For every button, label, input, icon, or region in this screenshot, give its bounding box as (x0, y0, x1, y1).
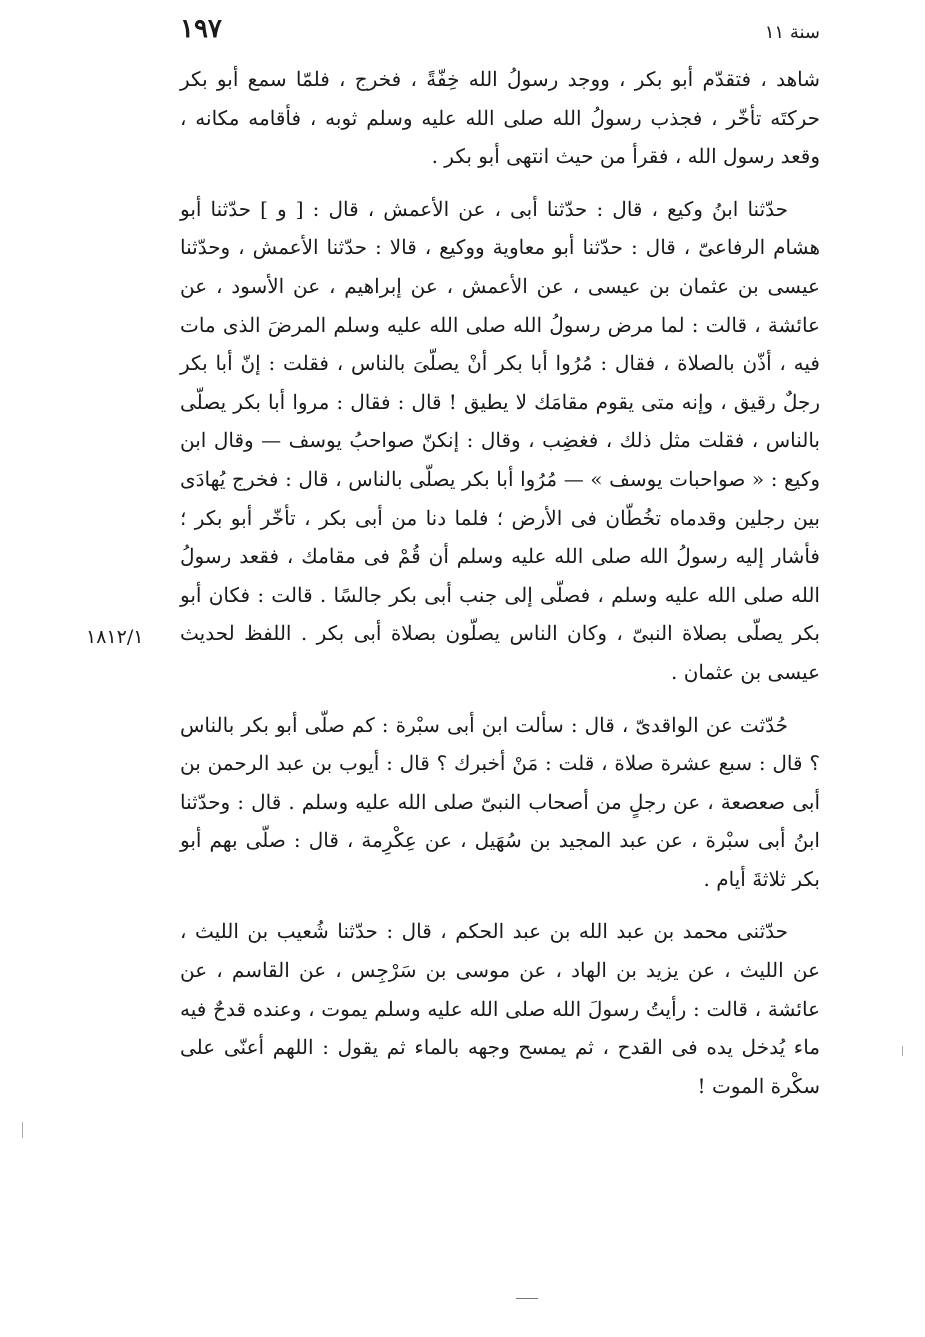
paragraph-2: حدّثنا ابنُ وكيع ، قال : حدّثنا أبى ، عن الأعمش ، قال : [ و ] حدّثنا أبو هشام الرفاعىّ ، قال : حدّثنا أبو معاوية ووكيع ، قالا : حدّثنا الأعمش ، وحدّثنا عيسى بن عثمان بن عيسى ، عن الأعمش ، عن إبراهيم ، عن الأسود ، عن عائشة ، قالت : لما مرض رسولُ الله صلى الله عليه وسلم المرضَ الذى مات فيه ، أذّن بالصلاة ، فقال : مُرُوا أبا بكر أنْ يصلّىَ بالناس ، فقلت : إنّ أبا بكر رجلٌ رقيق ، وإنه متى يقوم مقامَك لا يطيق ! قال : فقال : مروا أبا بكر يصلّى بالناس ، فقلت مثل ذلك ، فغضِب ، وقال : إنكنّ صواحبُ يوسف — وقال ابن وكيع : « صواحبات يوسف » — مُرُوا أبا بكر يصلّى بالناس ، قال : فخرج يُهادَى بين رجلين وقدماه تخُطّان فى الأرض ؛ فلما دنا من أبى بكر ، تأخّر أبو بكر ؛ فأشار إليه رسولُ الله صلى الله عليه وسلم أن قُمْ فى مقامك ، فقعد رسولُ الله صلى الله عليه وسلم ، فصلّى إلى جنب أبى بكر جالسًا . قالت : فكان أبو بكر يصلّى بصلاة النبىّ ، وكان الناس يصلّون بصلاة أبى بكر . اللفظ لحديث عيسى بن عثمان . (180, 196, 820, 684)
paragraph-4: حدّثنى محمد بن عبد الله بن عبد الحكم ، قال : حدّثنا شُعيب بن الليث ، عن الليث ، عن يزيد بن الهاد ، عن موسى بن سَرْجِس ، عن القاسم ، عن عائشة ، قالت : رأيتُ رسولَ الله صلى الله عليه وسلم يموت ، وعنده قدحٌ فيه ماء يُدخل يده فى القدح ، ثم يمسح وجهه بالماء ثم يقول : اللهم أعنّى على سكْرة الموت ! (180, 919, 820, 1098)
paragraph-3: حُدّثت عن الواقدىّ ، قال : سألت ابن أبى سبْرة : كم صلّى أبو بكر بالناس ؟ قال : سبع عشرة صلاة ، قلت : مَنْ أخبرك ؟ قال : أيوب بن عبد الرحمن بن أبى صعصعة ، عن رجلٍ من أصحاب النبىّ صلى الله عليه وسلم . قال : وحدّثنا ابنُ أبى سبْرة ، عن عبد المجيد بن سُهَيل ، عن عِكْرِمة ، قال : صلّى بهم أبو بكر ثلاثةَ أيام . (180, 712, 820, 891)
margin-reference: ١٨١٢/١ (86, 626, 144, 648)
margin-mark (902, 1046, 903, 1056)
main-text-block (180, 60, 820, 1119)
margin-mark (22, 1122, 23, 1138)
page-number: ١٩٧ (180, 14, 222, 44)
page-header (180, 14, 820, 54)
running-head-year: سنة ١١ (764, 22, 820, 43)
footer-rule (516, 1298, 538, 1299)
paragraph-1: شاهد ، فتقدّم أبو بكر ، ووجد رسولُ الله خِفّةً ، فخرج ، فلمّا سمع أبو بكر حركتَه تأخّر ، فجذب رسولُ الله صلى الله عليه وسلم ثوبه ، فأقامه مكانه ، وقعد رسول الله ، فقرأ من حيث انتهى أبو بكر . (180, 67, 820, 169)
